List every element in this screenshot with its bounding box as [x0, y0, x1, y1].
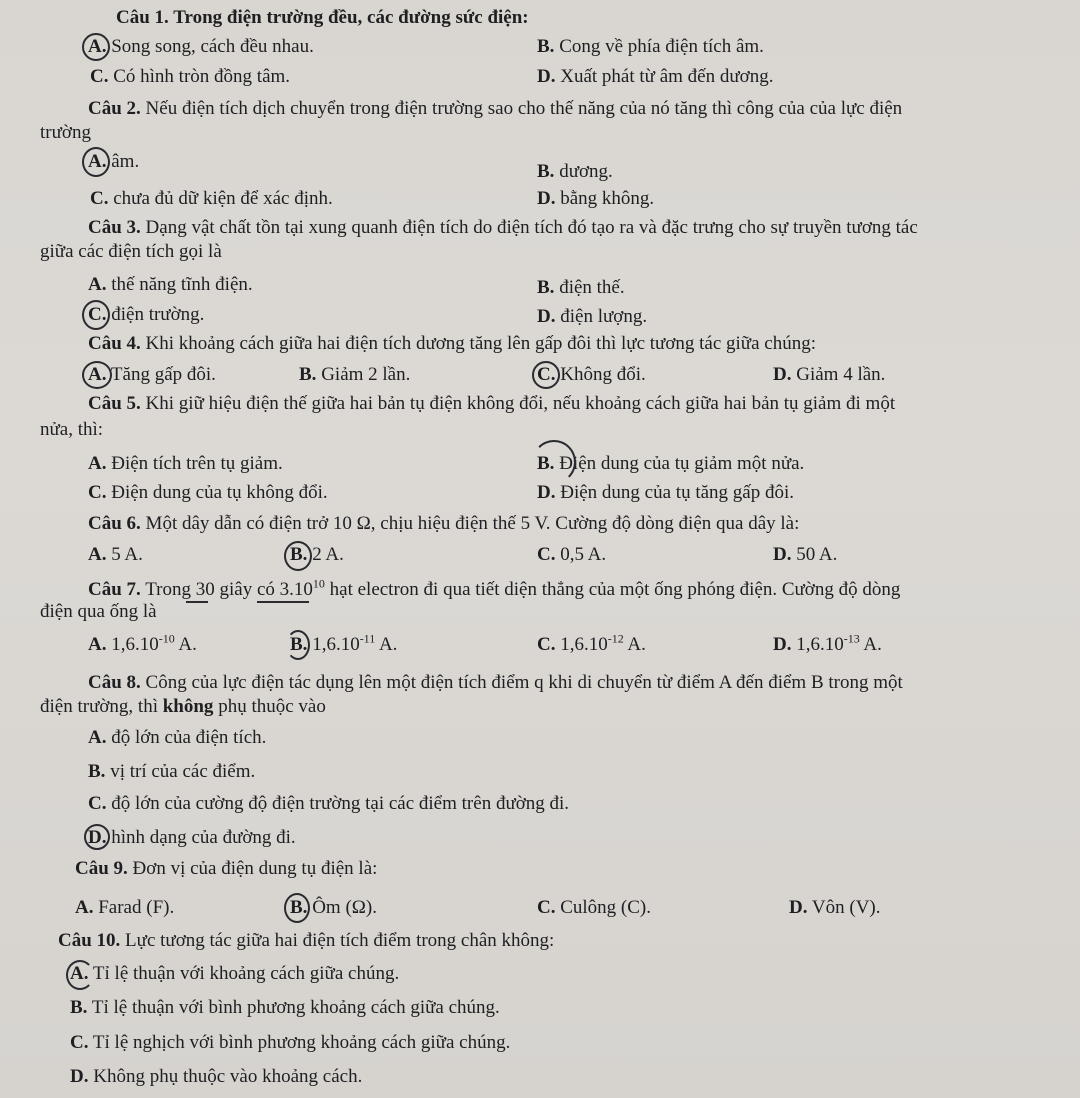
q5-option-a: A. Điện tích trên tụ giảm. [88, 453, 283, 474]
underline-mark [257, 601, 309, 603]
q9-option-b: B. Ôm (Ω). [290, 897, 377, 918]
q10-option-c: C. Tỉ lệ nghịch với bình phương khoảng cách giữa chúng. [70, 1032, 511, 1053]
question-3-stem-cont: giữa các điện tích gọi là [40, 241, 222, 262]
q9-option-a: A. Farad (F). [75, 897, 175, 918]
question-10-stem: Câu 10. Lực tương tác giữa hai điện tích điểm trong chân không: [58, 930, 555, 951]
q3-option-a: A. thế năng tĩnh điện. [88, 274, 253, 295]
q4-option-d: D. Giảm 4 lần. [773, 364, 886, 385]
q3-option-d: D. điện lượng. [537, 306, 648, 327]
q8-option-b: B. vị trí của các điểm. [88, 761, 256, 782]
question-6-stem: Câu 6. Một dây dẫn có điện trở 10 Ω, chịu hiệu điện thế 5 V. Cường độ dòng điện qua dây là: [88, 513, 800, 534]
question-5-stem-cont: nửa, thì: [40, 419, 104, 440]
q1-option-c: C. Có hình tròn đồng tâm. [90, 66, 291, 87]
question-4-stem: Câu 4. Khi khoảng cách giữa hai điện tích dương tăng lên gấp đôi thì lực tương tác giữa chúng: [88, 333, 816, 354]
q5-option-c: C. Điện dung của tụ không đổi. [88, 482, 328, 503]
question-1-stem [116, 6, 529, 30]
question-text: Trong điện trường đều, các đường sức điện: [173, 7, 529, 28]
q8-option-a: A. độ lớn của điện tích. [88, 727, 267, 748]
q3-option-b: B. điện thế. [537, 277, 625, 298]
q1-option-b: B. Cong về phía điện tích âm. [537, 36, 764, 57]
question-7-stem: Câu 7. Trong 30 giây có 3.10$^{10}$ hạt electron đi qua tiết diện thẳng của một ống phóng điện. Cường độ dòng [88, 576, 901, 600]
q4-option-b: B. Giảm 2 lần. [299, 364, 411, 385]
question-7-stem-cont: điện qua ống là [40, 601, 157, 622]
q10-option-a: A. Tỉ lệ thuận với khoảng cách giữa chúng. [70, 963, 400, 984]
q8-option-d: D. hình dạng của đường đi. [88, 827, 296, 848]
q9-option-c: C. Culông (C). [537, 897, 652, 918]
q4-option-c: C. Không đổi. [537, 364, 646, 385]
q7-option-a: A. $1,6.10^{-10}$ A. [88, 631, 197, 655]
q6-option-c: C. 0,5 A. [537, 544, 607, 565]
question-5-stem: Câu 5. Khi giữ hiệu điện thế giữa hai bản tụ điện không đổi, nếu khoảng cách giữa hai bản tụ giảm đi một [88, 393, 896, 414]
underline-mark [186, 601, 208, 603]
question-9-stem: Câu 9. Đơn vị của điện dung tụ điện là: [75, 858, 378, 879]
q2-option-b: B. dương. [537, 161, 613, 182]
q5-option-d: D. Điện dung của tụ tăng gấp đôi. [537, 482, 794, 503]
q3-option-c: C. điện trường. [88, 304, 205, 325]
q7-option-d: D. $1,6.10^{-13}$ A. [773, 631, 882, 655]
q1-option-a: A. Song song, cách đều nhau. [88, 36, 314, 57]
question-3-stem: Câu 3. Dạng vật chất tồn tại xung quanh điện tích do điện tích đó tạo ra và đặc trưng cho sự truyền tương tác [88, 217, 918, 238]
question-8-stem-cont: điện trường, thì không phụ thuộc vào [40, 696, 326, 717]
q9-option-d: D. Vôn (V). [789, 897, 881, 918]
q1-option-d: D. Xuất phát từ âm đến dương. [537, 66, 774, 87]
q7-option-c: C. $1,6.10^{-12}$ A. [537, 631, 646, 655]
q6-option-d: D. 50 A. [773, 544, 838, 565]
question-8-stem: Câu 8. Công của lực điện tác dụng lên một điện tích điểm q khi di chuyển từ điểm A đến điểm B trong một [88, 672, 903, 693]
question-number: Câu 1. [116, 7, 169, 28]
question-2-stem-cont: trường [40, 122, 91, 143]
q2-option-c: C. chưa đủ dữ kiện để xác định. [90, 188, 333, 209]
question-2-stem: Câu 2. Nếu điện tích dịch chuyển trong điện trường sao cho thế năng của nó tăng thì công của của lực điện [88, 98, 903, 119]
q2-option-a: A. âm. [88, 151, 140, 172]
q8-option-c: C. độ lớn của cường độ điện trường tại các điểm trên đường đi. [88, 793, 570, 814]
q6-option-b: B. 2 A. [290, 544, 344, 565]
q7-option-b: B. $1,6.10^{-11}$ A. [290, 631, 398, 655]
q6-option-a: A. 5 A. [88, 544, 143, 565]
q4-option-a: A. Tăng gấp đôi. [88, 364, 216, 385]
q10-option-b: B. Tỉ lệ thuận với bình phương khoảng cách giữa chúng. [70, 997, 500, 1018]
q10-option-d: D. Không phụ thuộc vào khoảng cách. [70, 1066, 363, 1087]
q5-option-b: B. Điện dung của tụ giảm một nửa. [537, 453, 805, 474]
q2-option-d: D. bằng không. [537, 188, 655, 209]
